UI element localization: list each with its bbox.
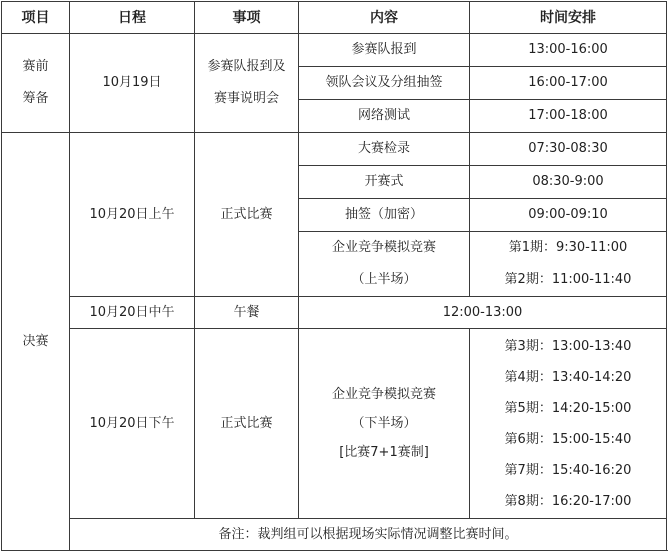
table-row (2, 297, 667, 329)
sim-first-half-cell (299, 232, 470, 297)
afternoon-periods-cell (470, 329, 667, 519)
header-time: 时间安排 (470, 2, 667, 34)
prep-project-line-2: 筹备 (22, 91, 49, 106)
period-item: 第6期：15:00-15:40 (504, 431, 632, 447)
final-project-cell: 决赛 (2, 133, 70, 551)
note-cell: 备注：裁判组可以根据现场实际情况调整比赛时间。 (70, 519, 667, 551)
lunch-time-cell: 12:00-13:00 (299, 297, 667, 329)
sim-first-half-periods-cell (470, 232, 667, 297)
table-row (2, 133, 667, 166)
prep-time-cell: 16:00-17:00 (470, 67, 667, 100)
sim-first-half-line-2: （上半场） (351, 272, 417, 287)
prep-date-cell: 10月19日 (70, 34, 195, 133)
period-item: 第2期：11:00-11:40 (504, 272, 632, 287)
table-row (2, 34, 667, 67)
sim-first-half-line-1: 企业竞争模拟竞赛 (331, 240, 436, 255)
morning-time-cell: 09:00-09:10 (470, 199, 667, 232)
period-item: 第4期：13:40-14:20 (504, 369, 632, 385)
header-project: 项目 (2, 2, 70, 34)
morning-content-cell: 开赛式 (299, 166, 470, 199)
prep-project-line-1: 赛前 (22, 59, 49, 74)
header-content: 内容 (299, 2, 470, 34)
header-matter: 事项 (195, 2, 299, 34)
header-schedule: 日程 (70, 2, 195, 34)
prep-content-cell: 网络测试 (299, 100, 470, 133)
afternoon-content-line-1: 企业竞争模拟竞赛 (331, 387, 436, 402)
period-item: 第8期：16:20-17:00 (504, 493, 632, 509)
afternoon-content-line-3: [比赛7+1赛制] (339, 445, 429, 460)
prep-time-cell: 13:00-16:00 (470, 34, 667, 67)
prep-time-cell: 17:00-18:00 (470, 100, 667, 133)
prep-matter-line-1: 参赛队报到及 (207, 59, 286, 74)
schedule-table (1, 1, 667, 551)
prep-project-cell (2, 34, 70, 133)
note-row (2, 519, 667, 551)
afternoon-matter-cell: 正式比赛 (195, 329, 299, 519)
table-row (2, 329, 667, 519)
lunch-matter-cell: 午餐 (195, 297, 299, 329)
afternoon-content-line-2: （下半场） (351, 416, 417, 431)
afternoon-date-cell: 10月20日下午 (70, 329, 195, 519)
afternoon-content-cell (299, 329, 470, 519)
period-item: 第3期：13:00-13:40 (504, 338, 632, 354)
morning-content-cell: 大赛检录 (299, 133, 470, 166)
prep-content-cell: 领队会议及分组抽签 (299, 67, 470, 100)
prep-matter-cell (195, 34, 299, 133)
prep-content-cell: 参赛队报到 (299, 34, 470, 67)
morning-matter-cell: 正式比赛 (195, 133, 299, 297)
morning-time-cell: 08:30-9:00 (470, 166, 667, 199)
header-row (2, 2, 667, 34)
lunch-date-cell: 10月20日中午 (70, 297, 195, 329)
prep-matter-line-2: 赛事说明会 (213, 91, 279, 106)
morning-content-cell: 抽签（加密） (299, 199, 470, 232)
period-item: 第5期：14:20-15:00 (504, 400, 632, 416)
morning-time-cell: 07:30-08:30 (470, 133, 667, 166)
morning-date-cell: 10月20日上午 (70, 133, 195, 297)
period-item: 第1期：9:30-11:00 (508, 240, 628, 255)
period-item: 第7期：15:40-16:20 (504, 462, 632, 478)
